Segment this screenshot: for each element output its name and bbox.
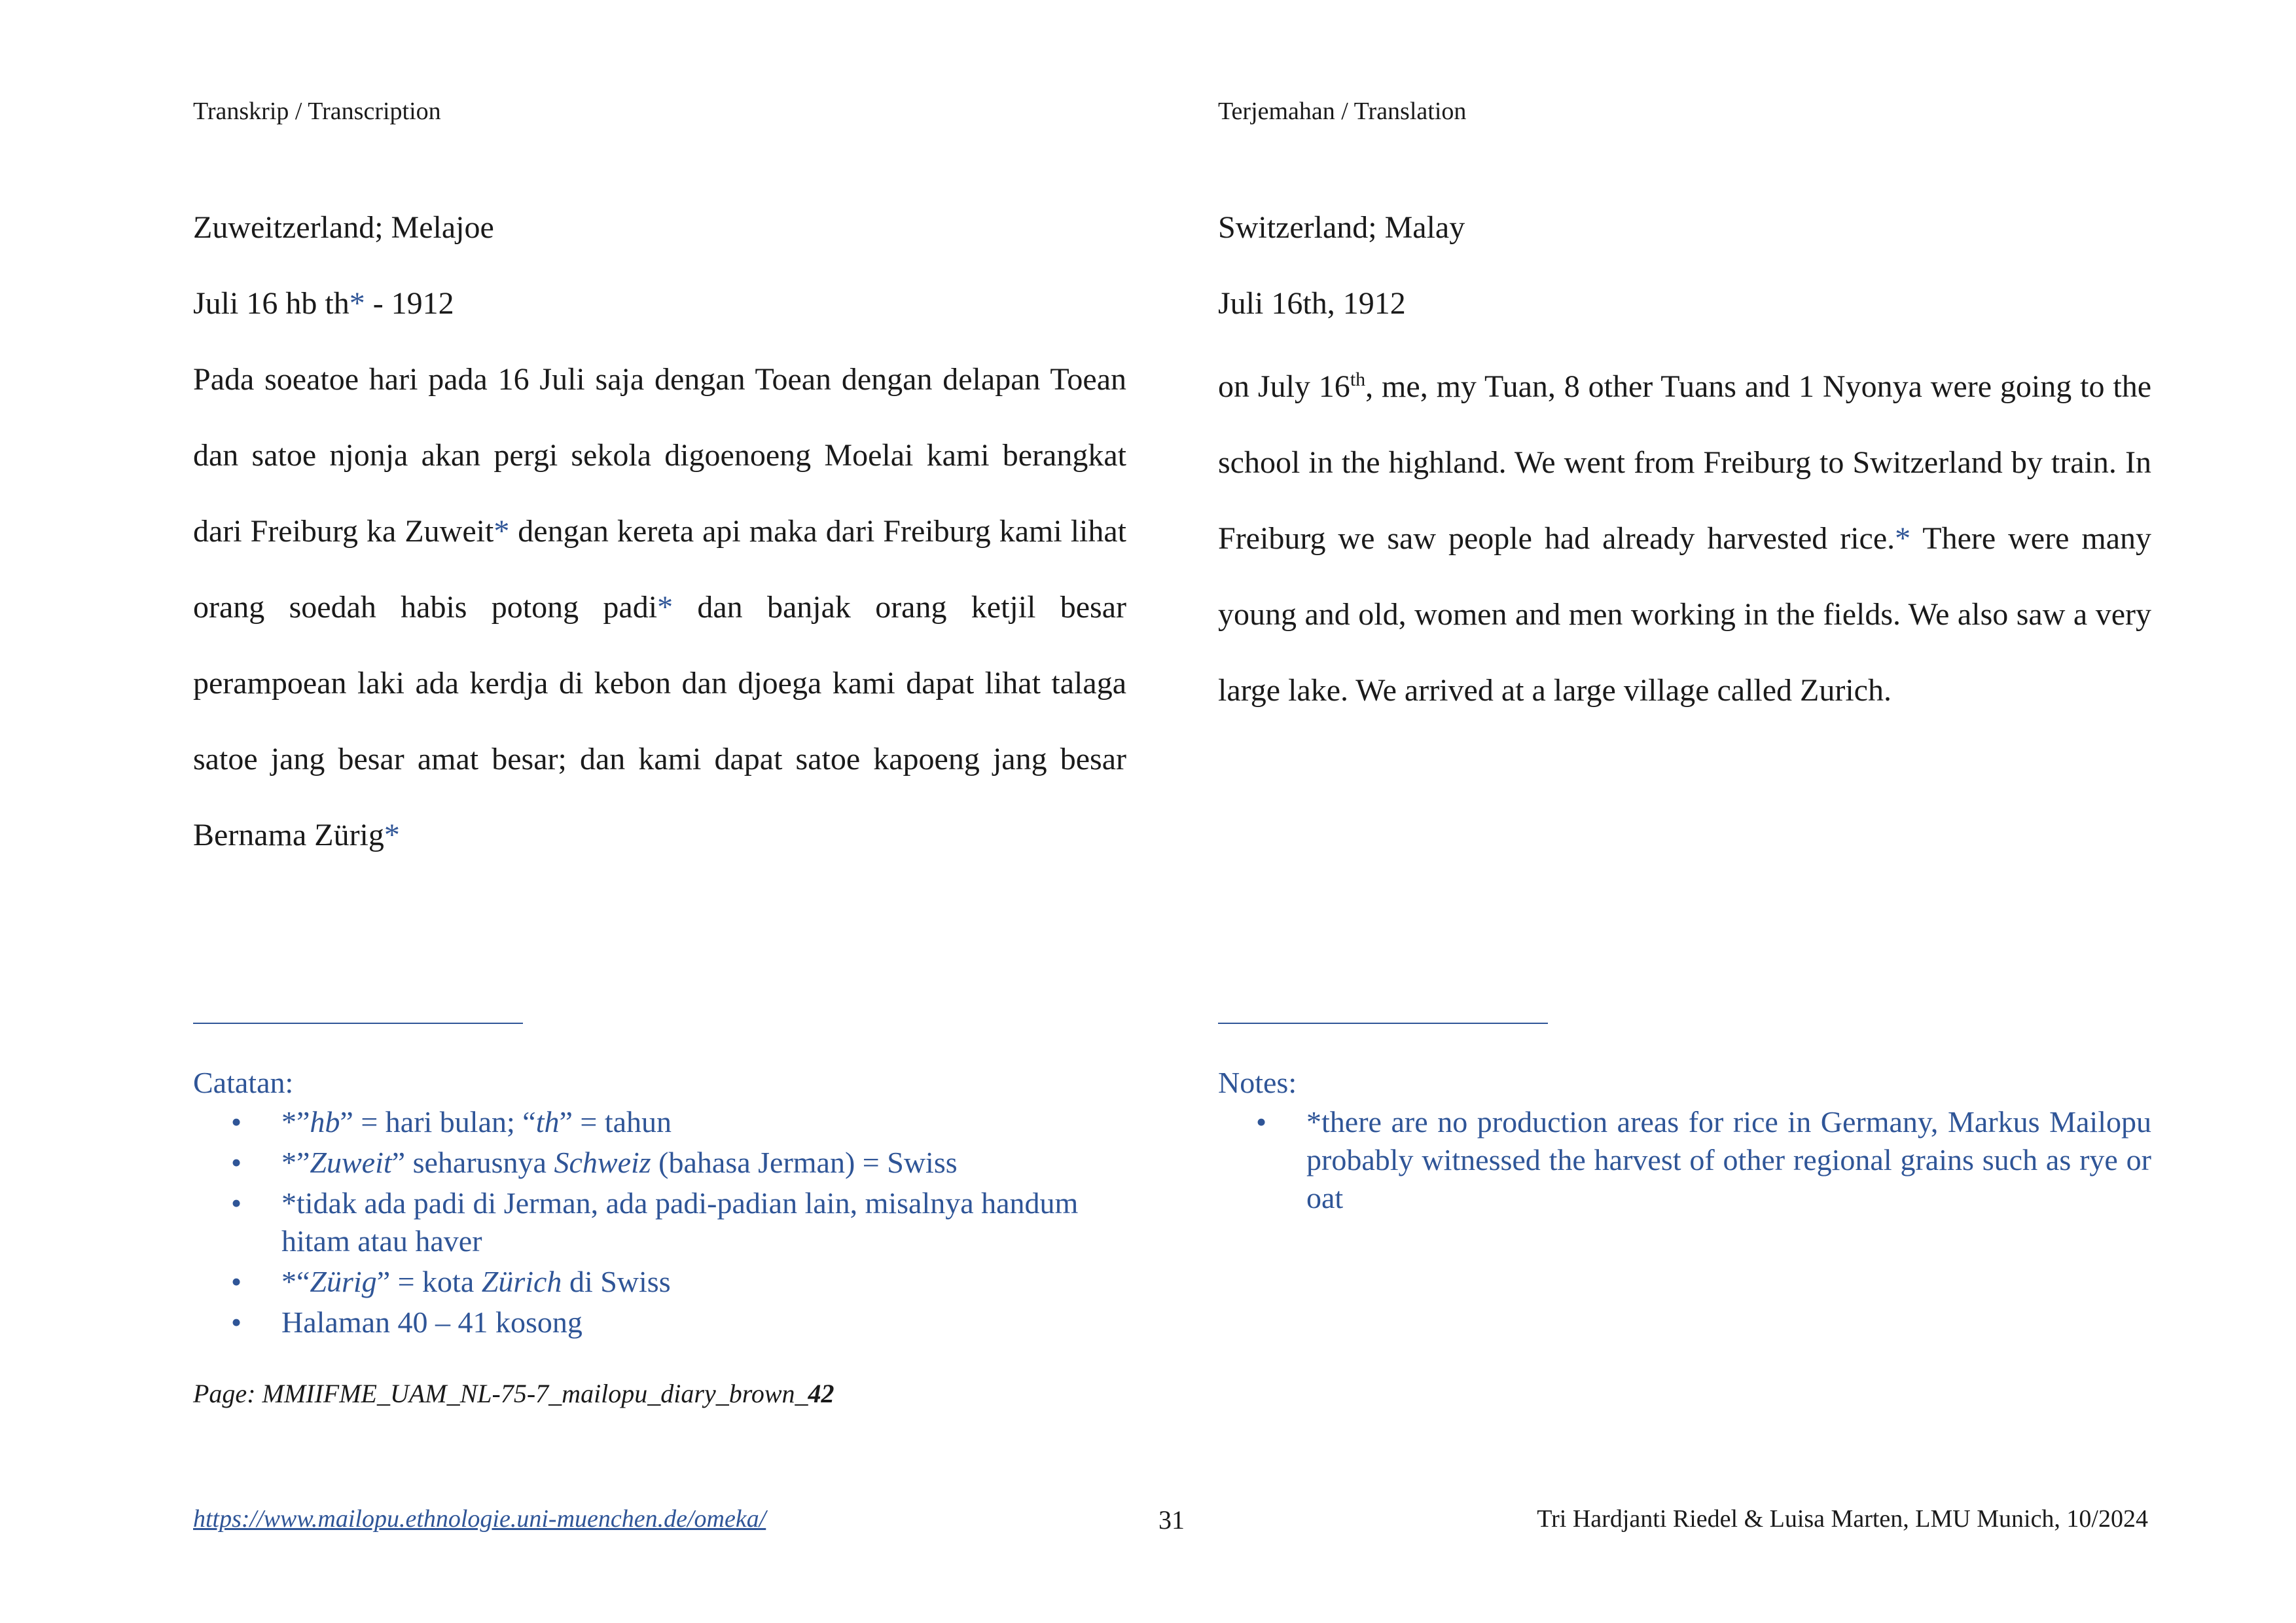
bullet-icon: •: [231, 1186, 242, 1220]
transcription-notes: [193, 1064, 1126, 1344]
transcription-date: Juli 16 hb th* - 1912: [193, 286, 454, 321]
bullet-icon: •: [231, 1265, 242, 1298]
transcription-paragraph: Pada soeatoe hari pada 16 Juli saja dengan Toean dengan delapan Toean dan satoe njonja akan pergi sekola digoenoeng Moelai kami berangkat dari Freiburg ka Zuweit* dengan kereta api maka dari Freiburg kami lihat orang soedah habis potong padi* dan banjak orang ketjil besar perampoean laki ada kerdja di kebon dan djoega kami dapat lihat talaga satoe jang besar amat besar; dan kami dapat satoe kapoeng jang besar Bernama Zürig*: [193, 362, 1127, 852]
note-item: • *”Zuweit” seharusnya Schweiz (bahasa Jerman) = Swiss: [281, 1144, 1126, 1182]
note-item: • *there are no production areas for rice in Germany, Markus Mailopu probably witnessed the harvest of other regional grains such as rye or oat: [1306, 1103, 2151, 1217]
translation-notes: [1218, 1064, 2151, 1220]
notes-title: Notes:: [1218, 1066, 1297, 1099]
notes-list: [193, 1103, 1126, 1341]
omeka-link[interactable]: https://www.mailopu.ethnologie.uni-muenchen.de/omeka/: [193, 1505, 766, 1533]
translation-paragraph: on July 16th, me, my Tuan, 8 other Tuans and 1 Nyonya were going to the school in the highland. We went from Freiburg to Switzerland by train. In Freiburg we saw people had already harvested rice.* There were many young and old, women and men working in the fields. We also saw a very large lake. We arrived at a large village called Zurich.: [1218, 369, 2152, 708]
footnote-divider: [193, 1023, 523, 1024]
note-item: • Halaman 40 – 41 kosong: [281, 1304, 1126, 1341]
note-item: • *“Zürig” = kota Zürich di Swiss: [281, 1263, 1126, 1301]
transcription-body: [193, 190, 1126, 873]
note-item: • *”hb” = hari bulan; “th” = tahun: [281, 1103, 1126, 1141]
bullet-icon: •: [231, 1146, 242, 1179]
transcription-heading: Transkrip / Transcription: [193, 98, 441, 125]
page-number: 31: [1158, 1505, 1185, 1535]
bullet-icon: •: [1256, 1105, 1267, 1139]
note-item: • *tidak ada padi di Jerman, ada padi-padian lain, misalnya handum hitam atau haver: [281, 1184, 1126, 1260]
transcription-title: Zuweitzerland; Melajoe: [193, 210, 494, 245]
page-reference: Page: MMIIFME_UAM_NL-75-7_mailopu_diary_brown_42: [193, 1379, 834, 1408]
translation-date: Juli 16th, 1912: [1218, 286, 1406, 321]
footnote-divider: [1218, 1023, 1548, 1024]
bullet-icon: •: [231, 1105, 242, 1139]
translation-heading: Terjemahan / Translation: [1218, 98, 1467, 125]
author-credit: Tri Hardjanti Riedel & Luisa Marten, LMU Munich, 10/2024: [1537, 1505, 2148, 1533]
notes-list: [1218, 1103, 2151, 1217]
notes-title: Catatan:: [193, 1066, 294, 1099]
translation-title: Switzerland; Malay: [1218, 210, 1465, 245]
translation-body: [1218, 190, 2151, 729]
bullet-icon: •: [231, 1305, 242, 1339]
